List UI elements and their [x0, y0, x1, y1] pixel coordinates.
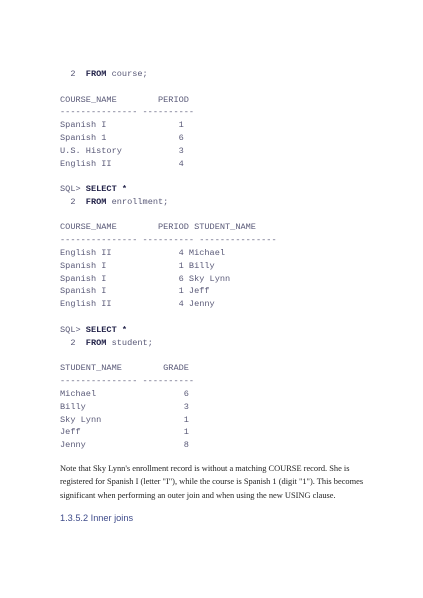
code-line: [60, 376, 194, 386]
code-line: [60, 338, 153, 348]
code-line: [60, 69, 148, 79]
code-line-text: 2: [60, 69, 86, 79]
code-line-text: SQL>: [60, 184, 86, 194]
code-line-rest: enrollment;: [106, 196, 169, 207]
code-line-text: Billy 3: [60, 401, 189, 412]
code-line-text: Spanish 1 6: [60, 132, 184, 143]
code-line: [60, 95, 189, 105]
code-line: [60, 415, 189, 425]
sql-keyword: FROM: [85, 196, 107, 207]
code-line: [60, 107, 194, 117]
code-line-text: English II 4 Michael: [60, 247, 226, 258]
code-line: [60, 402, 189, 412]
code-line-rest: course;: [106, 69, 148, 79]
code-line: [60, 261, 215, 271]
code-line: [60, 389, 189, 399]
code-line-text: English II 4 Jenny: [60, 299, 215, 310]
code-line: [60, 299, 215, 309]
code-line: [60, 159, 184, 169]
code-line: [60, 235, 277, 245]
code-line-text: SQL>: [60, 325, 86, 335]
sql-output-course: [60, 68, 194, 170]
code-line-text: Spanish I 6 Sky Lynn: [60, 273, 231, 284]
sql-keyword: FROM: [85, 337, 107, 348]
code-line-text: --------------- ----------: [60, 107, 195, 118]
code-line: [60, 222, 256, 232]
code-line: [60, 286, 210, 296]
code-line: [60, 120, 184, 130]
code-line-text: Spanish I 1 Billy: [60, 260, 215, 271]
code-line: [60, 133, 184, 143]
code-line: [60, 325, 127, 335]
code-line: [60, 184, 127, 194]
code-line: [60, 146, 184, 156]
code-line-text: Jeff 1: [60, 427, 189, 438]
section-heading: 1.3.5.2 Inner joins: [60, 513, 134, 523]
sql-output-student: [60, 324, 194, 452]
code-line-text: English II 4: [60, 158, 184, 169]
code-line: [60, 427, 189, 437]
sql-output-enrollment: [60, 183, 277, 311]
code-line-text: Spanish I 1: [60, 120, 184, 131]
code-line-text: COURSE_NAME PERIOD STUDENT_NAME: [60, 222, 256, 233]
code-line: [60, 363, 189, 373]
sql-keyword: SELECT *: [85, 325, 128, 335]
code-line: [60, 440, 189, 450]
code-line-text: --------------- ----------: [60, 376, 195, 387]
code-line-text: Michael 6: [60, 388, 189, 399]
code-line: [60, 197, 168, 207]
code-line-text: U.S. History 3: [60, 145, 184, 156]
sql-keyword: SELECT *: [85, 184, 128, 194]
code-line: [60, 248, 225, 258]
note-paragraph: Note that Sky Lynn's enrollment record is without a matching COURSE record. She is registered for Spanish I (letter "I"), while the course is Spanish 1 (digit "1"). This becomes significant when performing an outer join and when using the new USING clause.: [60, 464, 364, 500]
code-line: [60, 274, 230, 284]
code-line-text: Sky Lynn 1: [60, 414, 189, 425]
sql-keyword: FROM: [85, 69, 107, 79]
code-line-text: STUDENT_NAME GRADE: [60, 363, 189, 374]
code-line-text: COURSE_NAME PERIOD: [60, 94, 189, 105]
code-line-text: --------------- ---------- ---------------: [60, 235, 277, 246]
code-line-text: Spanish I 1 Jeff: [60, 286, 210, 297]
code-line-text: 2: [60, 337, 86, 348]
code-line-text: Jenny 8: [60, 440, 189, 451]
code-line-text: 2: [60, 196, 86, 207]
code-line-rest: student;: [106, 337, 153, 348]
